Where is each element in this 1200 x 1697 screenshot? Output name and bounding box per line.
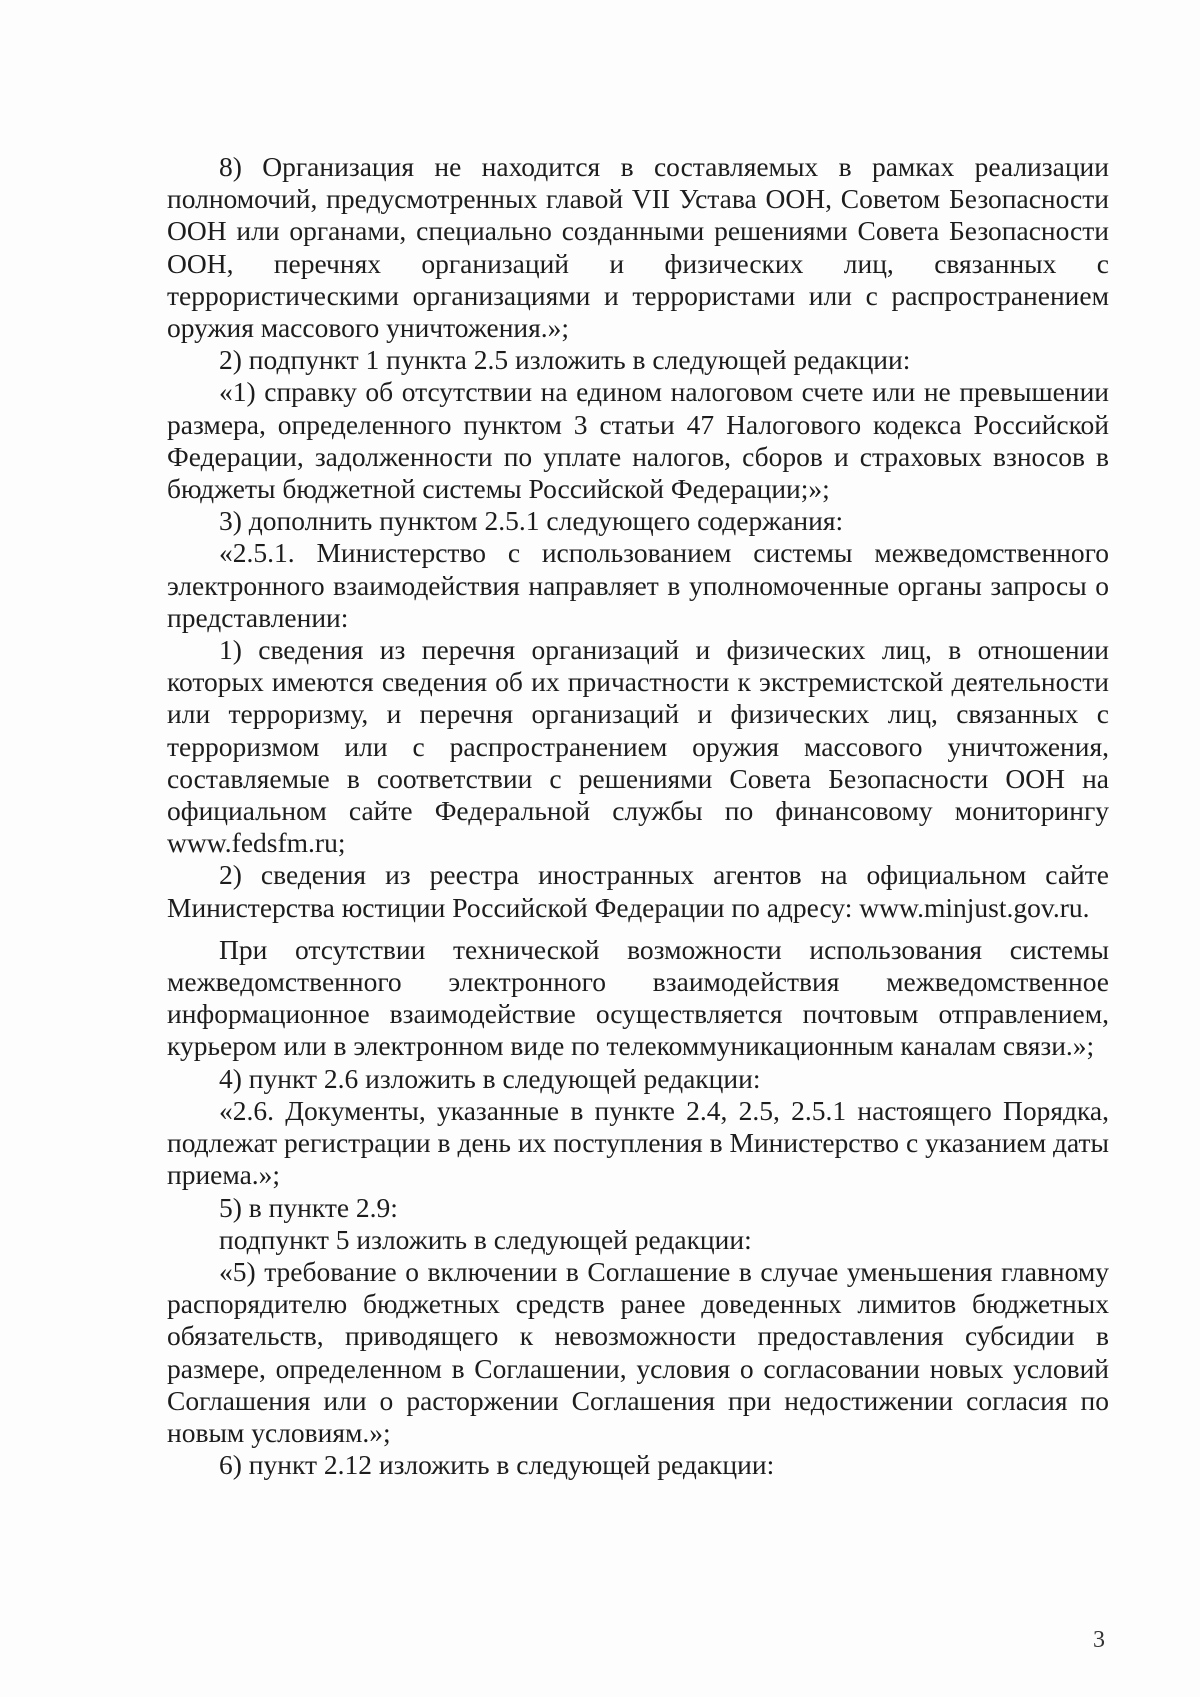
paragraph-subitem-5-text: «5) требование о включении в Соглашение в случае уменьшения главному распорядителю бюджетных средств ранее доведенных лимитов бюджетных обязательств, приводящего к невозможности предоставления субсидии в размере, определенном в Соглашении, условия о согласовании новых условий Соглашения или о расторжении Соглашения при недостижении согласия по новым условиям.»; (167, 1255, 1109, 1448)
document-body (167, 151, 1109, 1481)
paragraph-clause-2-6: «2.6. Документы, указанные в пункте 2.4, 2.5, 2.5.1 настоящего Порядка, подлежат регистрации в день их поступления в Министерство с указанием даты приема.»; (167, 1094, 1109, 1191)
paragraph-subitem-1-certificate: «1) справку об отсутствии на едином налоговом счете или не превышении размера, определенного пунктом 3 статьи 47 Налогового кодекса Российской Федерации, задолженности по уплате налогов, сборов и страховых взносов в бюджеты бюджетной системы Российской Федерации;»; (167, 376, 1109, 505)
paragraph-subitem-1-fedsfm: 1) сведения из перечня организаций и физических лиц, в отношении которых имеются сведения об их причастности к экстремистской деятельности или терроризму, и перечня организаций и физических лиц, связанных с терроризмом или с распространением оружия массового уничтожения, составляемые в соответствии с решениями Совета Безопасности ООН на официальном сайте Федеральной службы по финансовому мониторингу www.fedsfm.ru; (167, 634, 1109, 859)
paragraph-amendment-2: 2) подпункт 1 пункта 2.5 изложить в следующей редакции: (219, 344, 911, 376)
paragraph-item-8: 8) Организация не находится в составляемых в рамках реализации полномочий, предусмотренных главой VII Устава ООН, Советом Безопасности ООН или органами, специально созданными решениями Совета Безопасности ООН, перечнях организаций и физических лиц, связанных с террористическими организациями и террористами или с распространением оружия массового уничтожения.»; (167, 151, 1109, 344)
paragraph-no-technical-possibility: При отсутствии технической возможности использования системы межведомственного электронного взаимодействия межведомственное информационное взаимодействие осуществляется почтовым отправлением, курьером или в электронном виде по телекоммуникационным каналам связи.»; (167, 933, 1109, 1062)
paragraph-amendment-3: 3) дополнить пунктом 2.5.1 следующего содержания: (219, 505, 844, 537)
paragraph-subitem-5-instruction: подпункт 5 изложить в следующей редакции: (219, 1223, 752, 1255)
paragraph-clause-2-5-1: «2.5.1. Министерство с использованием системы межведомственного электронного взаимодействия направляет в уполномоченные органы запросы о представлении: (167, 537, 1109, 633)
paragraph-subitem-2-minjust: 2) сведения из реестра иностранных агентов на официальном сайте Министерства юстиции Российской Федерации по адресу: www.minjust.gov.ru. (167, 859, 1109, 923)
paragraph-amendment-5: 5) в пункте 2.9: (219, 1191, 398, 1223)
paragraph-amendment-4: 4) пункт 2.6 изложить в следующей редакции: (219, 1062, 761, 1094)
page-number: 3 (1093, 1627, 1105, 1653)
paragraph-amendment-6: 6) пункт 2.12 изложить в следующей редакции: (219, 1449, 775, 1481)
